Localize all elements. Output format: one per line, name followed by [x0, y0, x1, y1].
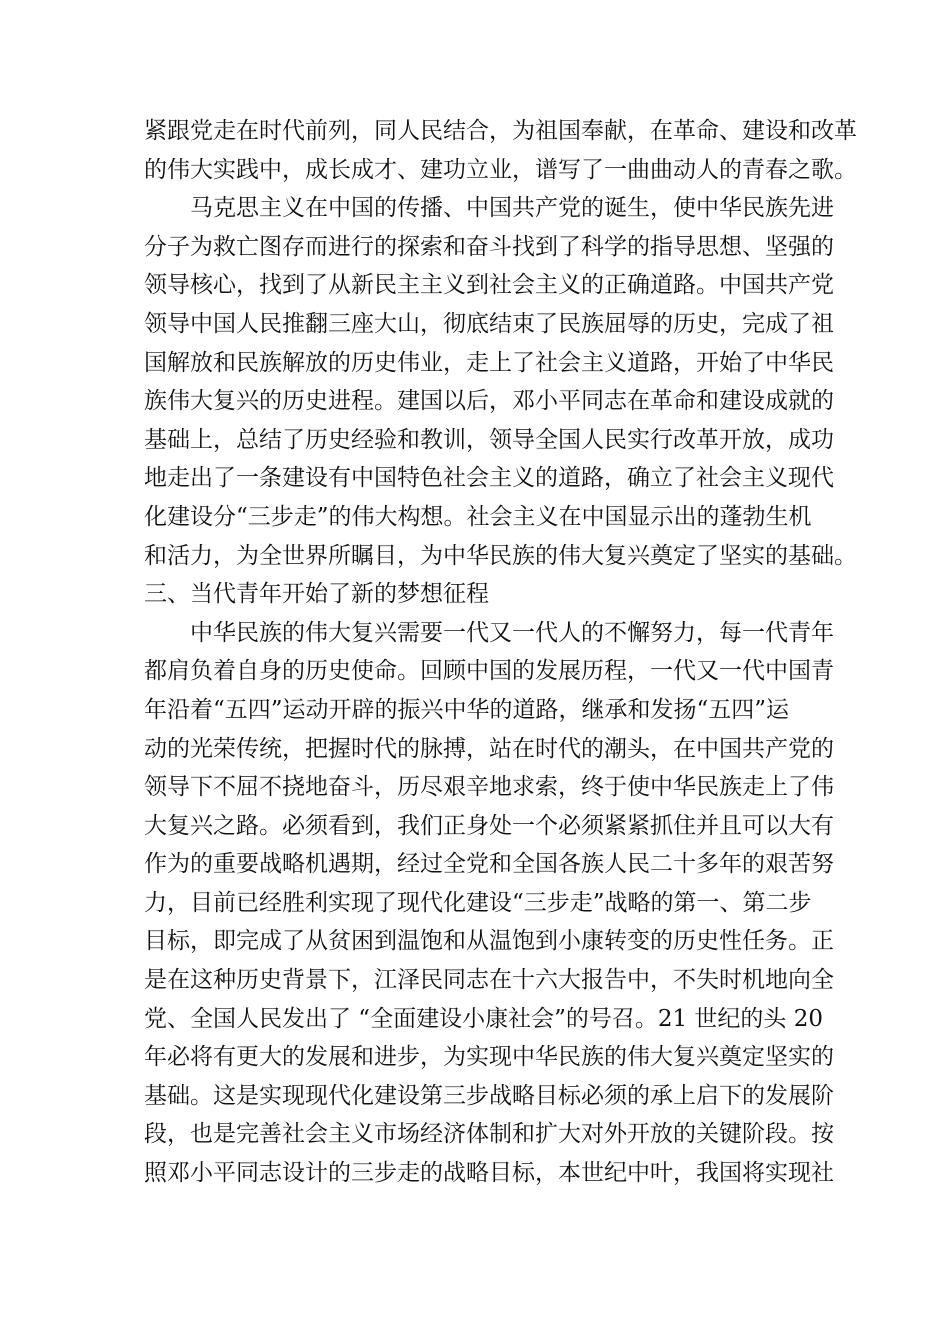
text-line: 中华民族的伟大复兴需要一代又一代人的不懈努力，每一代青年 [190, 619, 834, 646]
text-line: 作为的重要战略机遇期，经过全党和全国各族人民二十多年的艰苦努 [144, 851, 834, 878]
text-line: 段，也是完善社会主义市场经济体制和扩大对外开放的关键阶段。按 [144, 1121, 834, 1148]
text-line: 马克思主义在中国的传播、中国共产党的诞生，使中华民族先进 [190, 195, 834, 222]
text-line: 都肩负着自身的历史使命。回顾中国的发展历程，一代又一代中国青 [144, 658, 834, 685]
body-text [144, 112, 857, 1193]
text-line: 地走出了一条建设有中国特色社会主义的道路，确立了社会主义现代 [144, 465, 834, 492]
text-line: 国解放和民族解放的历史伟业，走上了社会主义道路，开始了中华民 [144, 349, 834, 376]
text-line: 基础上，总结了历史经验和教训，领导全国人民实行改革开放，成功 [144, 426, 834, 453]
text-line: 领导下不屈不挠地奋斗，历尽艰辛地求索，终于使中华民族走上了伟 [144, 774, 834, 801]
section-heading: 三、当代青年开始了新的梦想征程 [144, 581, 489, 608]
text-line: 领导核心，找到了从新民主主义到社会主义的正确道路。中国共产党 [144, 272, 834, 299]
text-line: 目标，即完成了从贫困到温饱和从温饱到小康转变的历史性任务。正 [144, 928, 834, 955]
text-line: 年沿着“五四”运动开辟的振兴中华的道路，继承和发扬“五四”运 [144, 696, 790, 723]
text-line: 大复兴之路。必须看到，我们正身处一个必须紧紧抓住并且可以大有 [144, 812, 834, 839]
text-line: 是在这种历史背景下，江泽民同志在十六大报告中，不失时机地向全 [144, 967, 834, 994]
text-line: 领导中国人民推翻三座大山，彻底结束了民族屈辱的历史，完成了祖 [144, 310, 834, 337]
text-line: 和活力，为全世界所瞩目，为中华民族的伟大复兴奠定了坚实的基础。 [144, 542, 857, 569]
text-line: 的伟大实践中，成长成才、建功立业，谱写了一曲曲动人的青春之歌。 [144, 156, 857, 183]
text-line: 动的光荣传统，把握时代的脉搏，站在时代的潮头，在中国共产党的 [144, 735, 834, 762]
text-line: 化建设分“三步走”的伟大构想。社会主义在中国显示出的蓬勃生机 [144, 503, 812, 530]
text-line: 分子为救亡图存而进行的探索和奋斗找到了科学的指导思想、坚强的 [144, 233, 834, 260]
text-line: 基础。这是实现现代化建设第三步战略目标必须的承上启下的发展阶 [144, 1082, 834, 1109]
text-line: 照邓小平同志设计的三步走的战略目标，本世纪中叶，我国将实现社 [144, 1160, 834, 1187]
text-line: 紧跟党走在时代前列，同人民结合，为祖国奉献，在革命、建设和改革 [144, 118, 857, 144]
text-line: 党、全国人民发出了 “全面建设小康社会”的号召。21 世纪的头 20 [144, 1005, 823, 1032]
text-line: 力，目前已经胜利实现了现代化建设“三步走”战略的第一、第二步 [144, 889, 812, 916]
text-line: 年必将有更大的发展和进步，为实现中华民族的伟大复兴奠定坚实的 [144, 1044, 834, 1071]
text-line: 族伟大复兴的历史进程。建国以后，邓小平同志在革命和建设成就的 [144, 388, 834, 415]
